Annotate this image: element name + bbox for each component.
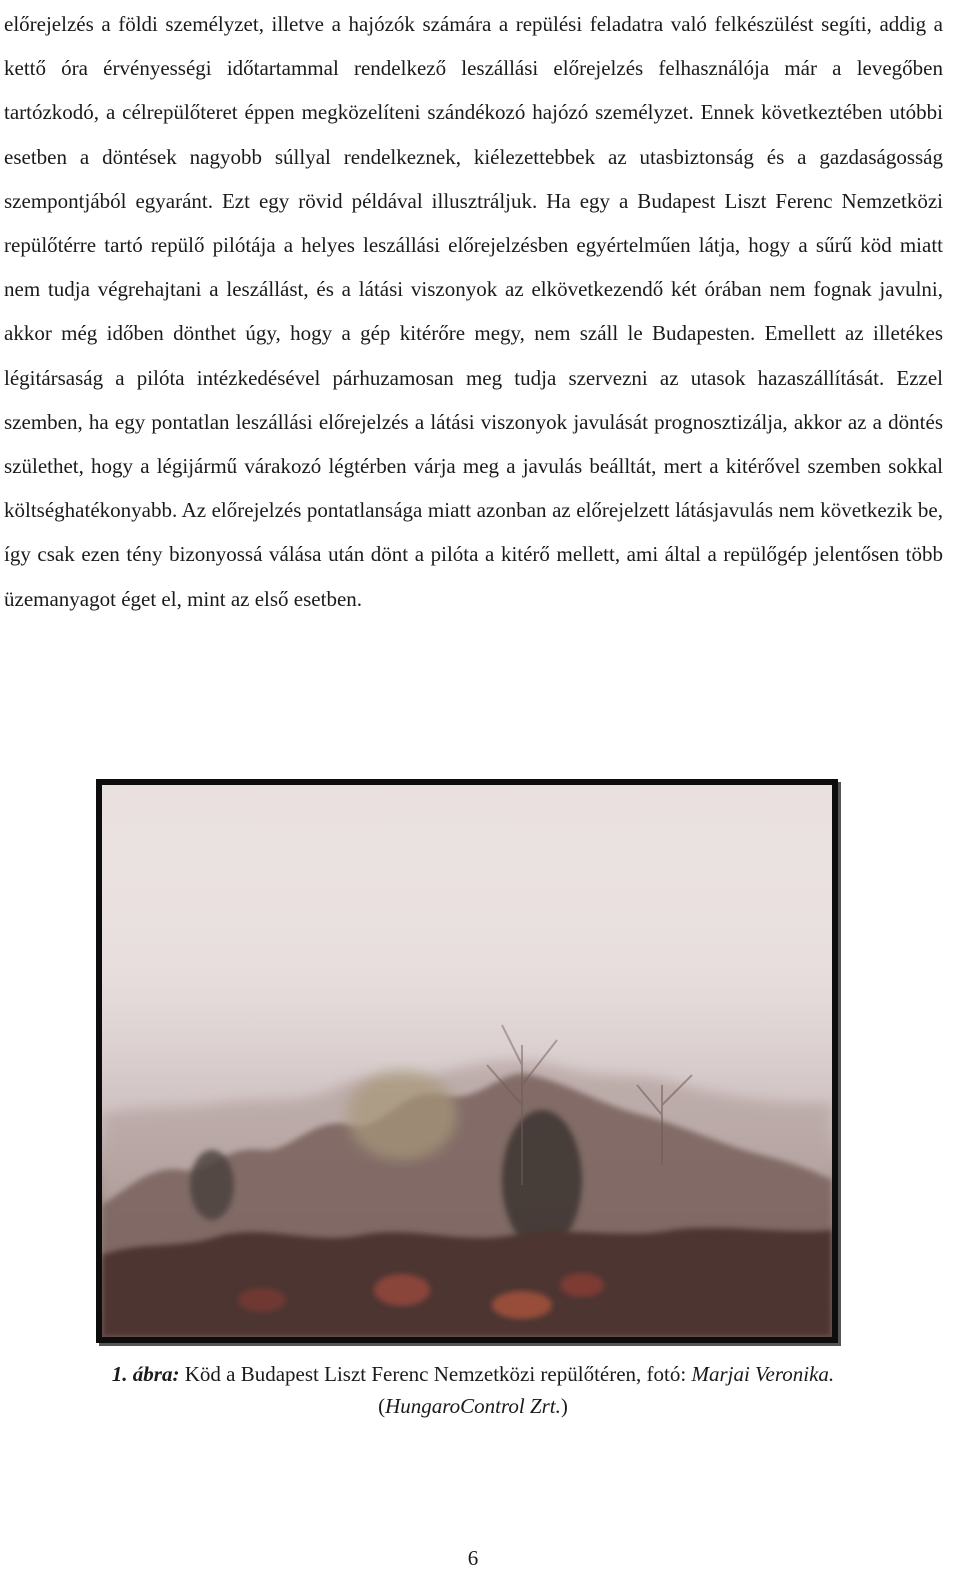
figure-credit-open: ( — [378, 1394, 386, 1418]
figure-author: Marjai Veronika. — [691, 1362, 835, 1386]
figure-credit — [0, 1394, 946, 1419]
figure-caption — [0, 1362, 946, 1387]
figure-label: 1. ábra: — [111, 1362, 180, 1386]
figure-credit-close: ) — [560, 1394, 568, 1418]
page-number: 6 — [467, 1546, 479, 1570]
figure-credit-org: HungaroControl Zrt. — [385, 1394, 561, 1418]
figure-caption-text: Köd a Budapest Liszt Ferenc Nemzetközi repülőtéren, fotó: — [179, 1362, 692, 1386]
fog-photo-image — [102, 785, 832, 1337]
body-paragraph: előrejelzés a földi személyzet, illetve a hajózók számára a repülési feladatra való felkészülést segíti, addig a kettő óra érvényességi időtartammal rendelkező leszállási előrejelzés felhasználója már a levegőben tartózkodó, a célrepülőteret éppen megközelíteni szándékozó hajózó személyzet. Ennek következtében utóbbi esetben a döntések nagyobb súllyal rendelkeznek, kiélezettebbek az utasbiztonság és a gazdaságosság szempontjából egyaránt. Ezt egy rövid példával illusztráljuk. Ha egy a Budapest Liszt Ferenc Nemzetközi repülőtérre tartó repülő pilótája a helyes leszállási előrejelzésben egyértelműen látja, hogy a sűrű köd miatt nem tudja végrehajtani a leszállást, és a látási viszonyok az elkövetkezendő két órában nem fognak javulni, akkor még időben dönthet úgy, hogy a gép kitérőre megy, nem száll le Budapesten. Emellett az illetékes légitársaság a pilóta intézkedésével párhuzamosan meg tudja szervezni az utasok hazaszállítását. Ezzel szemben, ha egy pontatlan leszállási előrejelzés a látási viszonyok javulását prognosztizálja, akkor az a döntés születhet, hogy a légijármű várakozó légtérben várja meg a javulás beálltát, mert a kitérővel szemben sokkal költséghatékonyabb. Az előrejelzés pontatlansága miatt azonban az előrejelzett látásjavulás nem következik be, így csak ezen tény bizonyossá válása után dönt a pilóta a kitérő mellett, ami által a repülőgép jelentősen több üzemanyagot éget el, mint az első esetben. — [4, 12, 943, 611]
fog-photo — [96, 779, 838, 1343]
